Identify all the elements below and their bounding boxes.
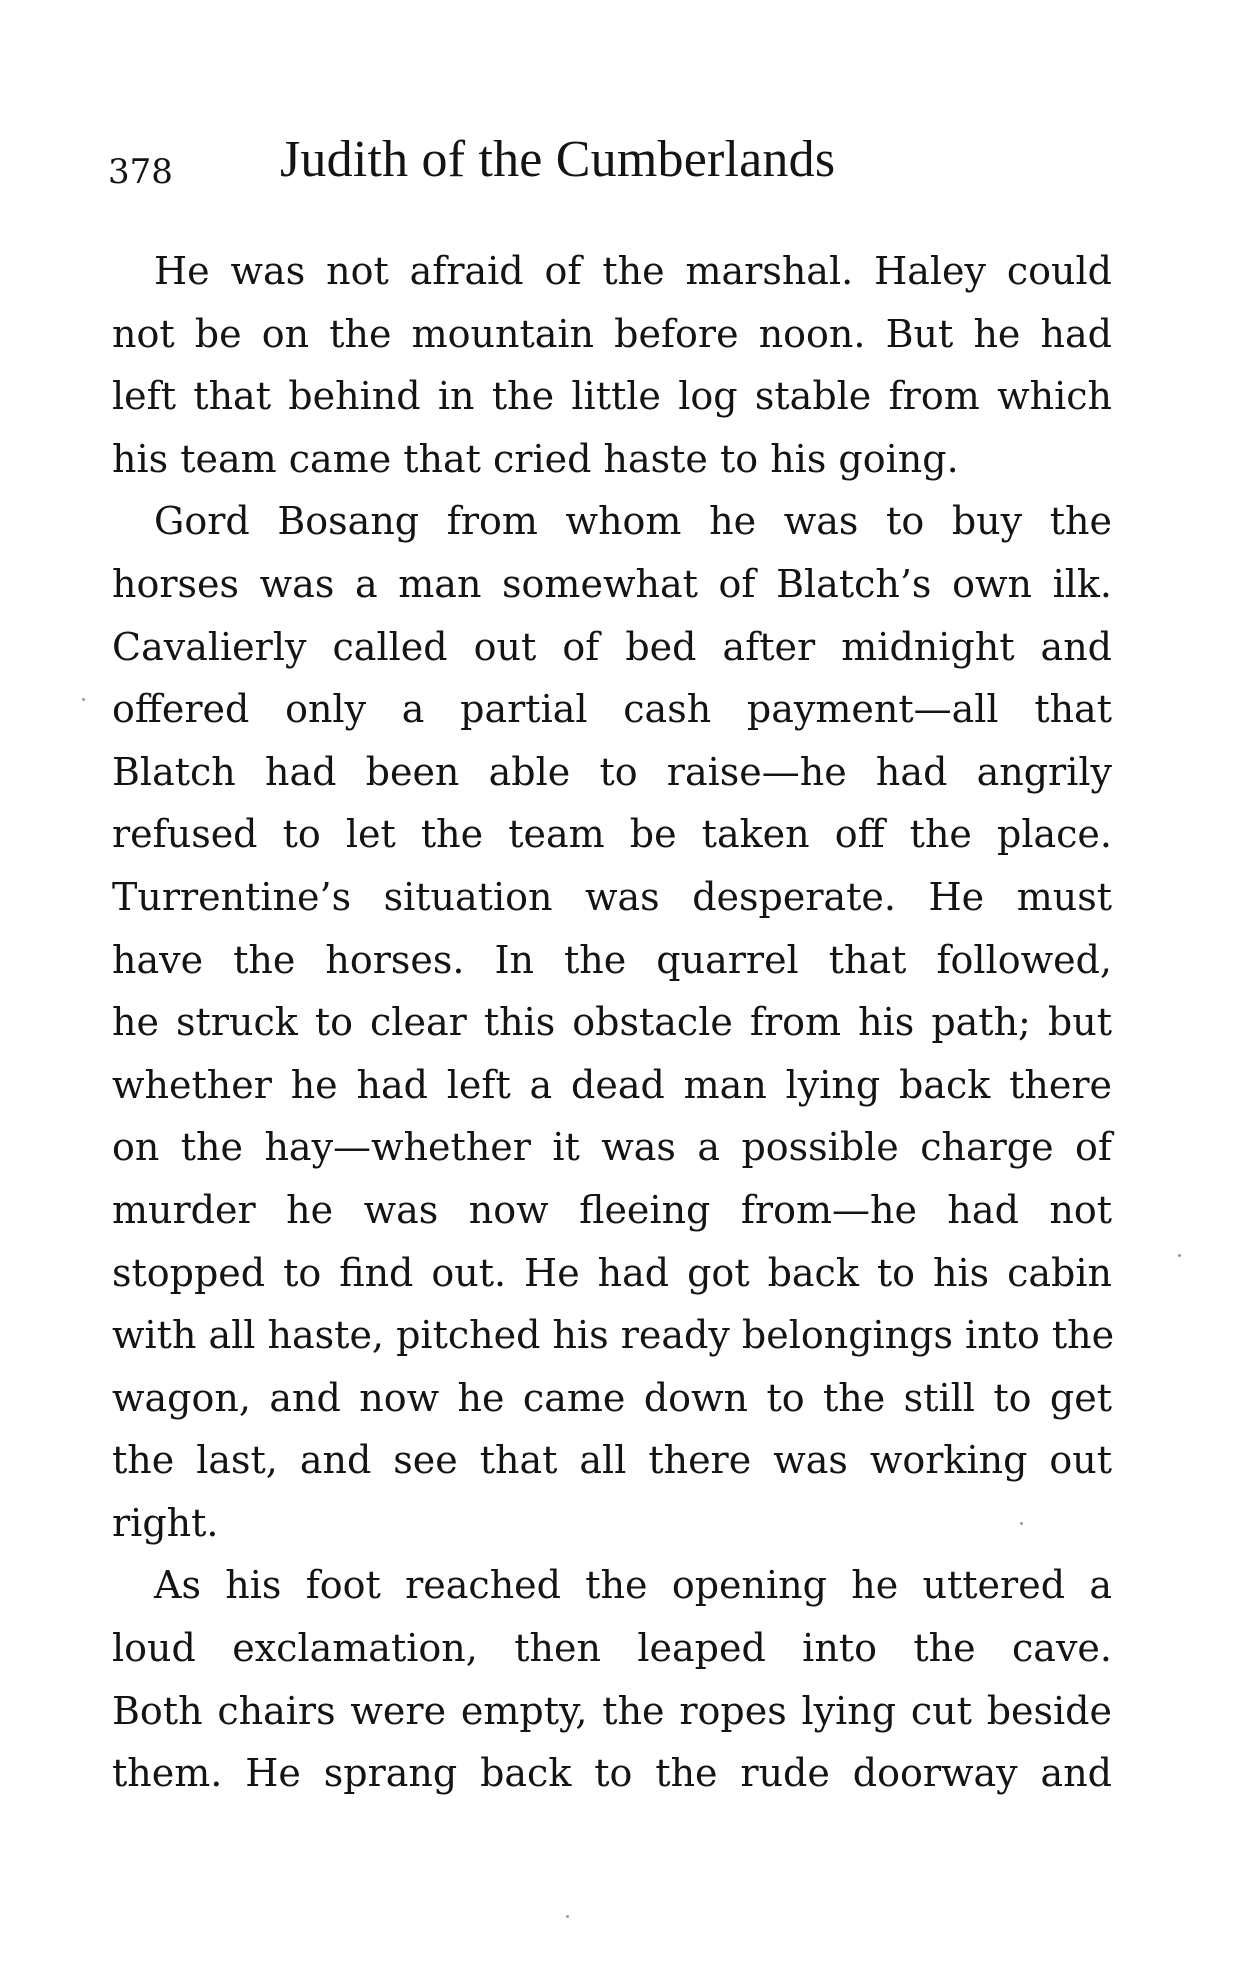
text-line: them. He sprang back to the rude doorway and [112, 1751, 1112, 1796]
paper-speck [82, 698, 85, 701]
text-line: have the horses. In the quarrel that followed, [112, 937, 1112, 982]
text-line: offered only a partial cash payment—all that [112, 687, 1112, 732]
text-line: refused to let the team be taken off the place. [112, 812, 1112, 857]
paper-speck [1178, 1254, 1181, 1257]
text-line: horses was a man somewhat of Blatch’s own ilk. [112, 561, 1112, 606]
text-line: As his foot reached the opening he uttered a [154, 1563, 1112, 1608]
text-line: right. [112, 1500, 219, 1545]
text-line: loud exclamation, then leaped into the cave. [112, 1626, 1112, 1671]
text-line: not be on the mountain before noon. But he had [112, 311, 1112, 356]
page-number: 378 [108, 152, 173, 192]
text-line: Gord Bosang from whom he was to buy the [154, 499, 1112, 544]
text-line: on the hay—whether it was a possible charge of [112, 1125, 1112, 1170]
text-line: he struck to clear this obstacle from his path; but [112, 1000, 1112, 1045]
text-line: stopped to find out. He had got back to his cabin [112, 1250, 1112, 1295]
text-line: his team came that cried haste to his going. [112, 436, 959, 481]
text-line: with all haste, pitched his ready belongings into the [112, 1313, 1115, 1358]
text-line: wagon, and now he came down to the still to get [112, 1375, 1112, 1420]
paper-speck [1020, 1522, 1023, 1525]
text-line: Both chairs were empty, the ropes lying cut beside [112, 1688, 1112, 1733]
text-line: Cavalierly called out of bed after midnight and [112, 624, 1112, 669]
text-line: left that behind in the little log stable from which [112, 374, 1112, 419]
text-line: whether he had left a dead man lying back there [112, 1062, 1112, 1107]
text-line: Turrentine’s situation was desperate. He must [112, 874, 1112, 919]
paper-speck [566, 1915, 569, 1918]
body-text [112, 240, 1115, 1805]
text-line: Blatch had been able to raise—he had angrily [112, 749, 1112, 794]
page-header [108, 128, 1128, 208]
running-title: Judith of the Cumberlands [280, 131, 836, 188]
text-line: murder he was now fleeing from—he had not [112, 1187, 1112, 1232]
text-line: the last, and see that all there was working out [112, 1438, 1112, 1483]
text-line: He was not afraid of the marshal. Haley could [154, 249, 1112, 293]
